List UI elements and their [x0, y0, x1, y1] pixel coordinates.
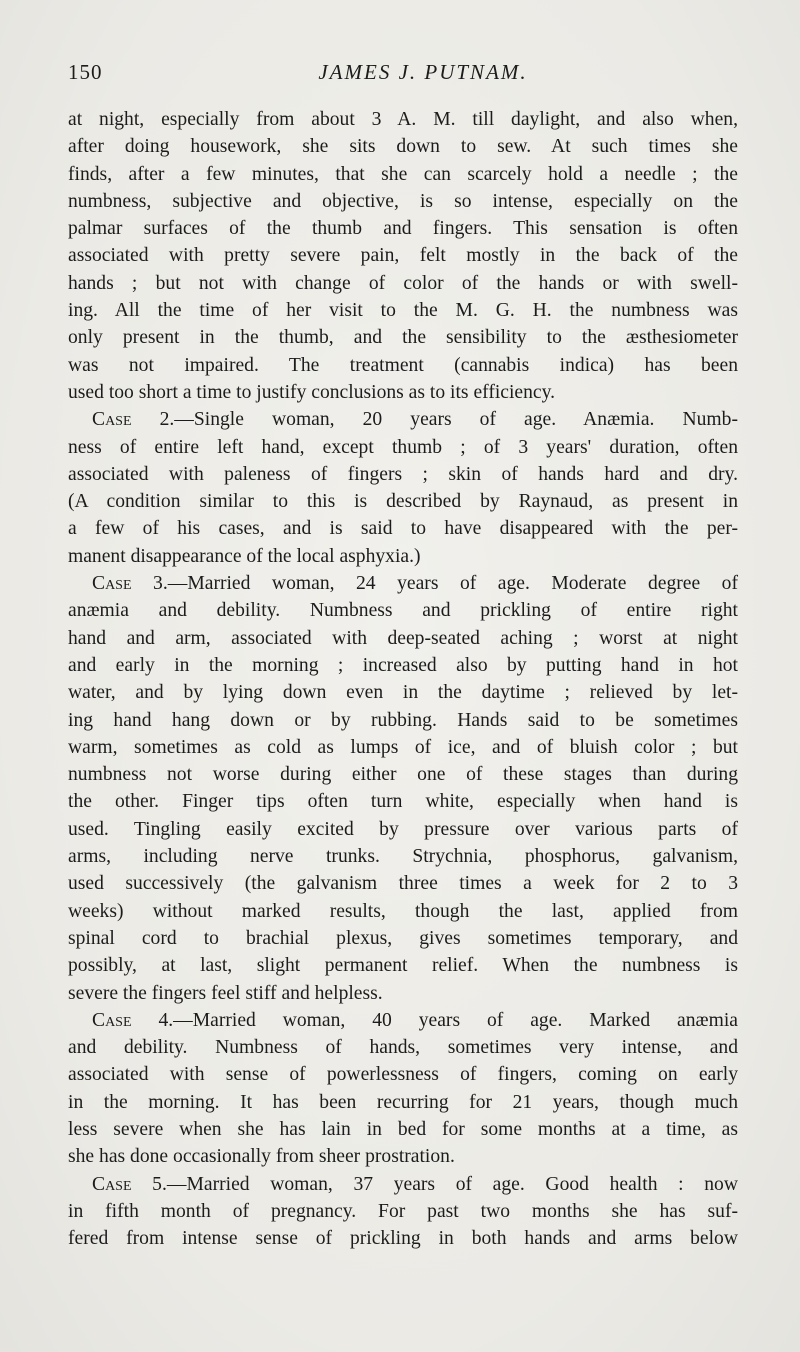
page-header: [68, 60, 738, 90]
text-line: numbness not worse during either one of these stages than during: [68, 764, 738, 786]
text-line: severe the fingers feel stiff and helpless.: [68, 982, 383, 1004]
text-line: associated with paleness of fingers ; skin of hands hard and dry.: [68, 463, 738, 485]
text-line: ness of entire left hand, except thumb ; of 3 years' duration, often: [68, 436, 738, 458]
text-line: arms, including nerve trunks. Strychnia, phosphorus, galvanism,: [68, 846, 738, 868]
text-line: hands ; but not with change of color of the hands or with swell-: [68, 272, 738, 294]
text-line: Case 4.—Married woman, 40 years of age. Marked anæmia: [92, 1009, 738, 1031]
text-line: finds, after a few minutes, that she can scarcely hold a needle ; the: [68, 163, 738, 185]
text-line: fered from intense sense of prickling in both hands and arms below: [68, 1228, 738, 1250]
text-line: warm, sometimes as cold as lumps of ice, and of bluish color ; but: [68, 736, 738, 758]
page-number: 150: [68, 60, 103, 84]
text-line: (A condition similar to this is described by Raynaud, as present in: [68, 491, 738, 513]
text-line: in the morning. It has been recurring for 21 years, though much: [68, 1091, 738, 1113]
text-line: palmar surfaces of the thumb and fingers. This sensation is often: [68, 218, 738, 240]
text-line: Case 5.—Married woman, 37 years of age. Good health : now: [92, 1173, 738, 1195]
text-line: she has done occasionally from sheer prostration.: [68, 1146, 455, 1168]
text-line: in fifth month of pregnancy. For past two months she has suf-: [68, 1200, 738, 1222]
text-line: was not impaired. The treatment (cannabis indica) has been: [68, 354, 738, 376]
text-line: used. Tingling easily excited by pressure over various parts of: [68, 818, 738, 840]
text-line: at night, especially from about 3 A. M. till daylight, and also when,: [68, 109, 738, 130]
text-line: used too short a time to justify conclusions as to its efficiency.: [68, 381, 556, 403]
text-line: hand and arm, associated with deep-seated aching ; worst at night: [68, 627, 738, 649]
text-line: used successively (the galvanism three times a week for 2 to 3: [68, 873, 738, 895]
text-line: after doing housework, she sits down to sew. At such times she: [68, 136, 738, 158]
text-line: only present in the thumb, and the sensibility to the æsthesiometer: [68, 327, 738, 349]
text-line: ing. All the time of her visit to the M. G. H. the numbness was: [68, 300, 738, 322]
text-line: Case 3.—Married woman, 24 years of age. Moderate degree of: [92, 573, 738, 595]
text-line: less severe when she has lain in bed for some months at a time, as: [68, 1118, 738, 1140]
text-line: the other. Finger tips often turn white, especially when hand is: [68, 791, 738, 813]
text-line: Case 2.—Single woman, 20 years of age. Anæmia. Numb-: [92, 409, 738, 431]
text-line: a few of his cases, and is said to have disappeared with the per-: [68, 518, 738, 540]
text-line: manent disappearance of the local asphyxia.): [68, 545, 421, 567]
text-line: associated with sense of powerlessness of fingers, coming on early: [68, 1064, 738, 1086]
text-line: water, and by lying down even in the daytime ; relieved by let-: [68, 682, 738, 704]
text-line: spinal cord to brachial plexus, gives sometimes temporary, and: [68, 927, 738, 949]
text-line: possibly, at last, slight permanent relief. When the numbness is: [68, 955, 738, 977]
running-head: JAMES J. PUTNAM.: [318, 60, 528, 84]
text-line: associated with pretty severe pain, felt mostly in the back of the: [68, 245, 738, 267]
body-text: [68, 106, 738, 1252]
text-line: and debility. Numbness of hands, sometimes very intense, and: [68, 1037, 738, 1059]
text-line: and early in the morning ; increased also by putting hand in hot: [68, 654, 738, 676]
text-line: anæmia and debility. Numbness and prickling of entire right: [68, 600, 738, 622]
text-line: weeks) without marked results, though the last, applied from: [68, 900, 738, 922]
text-line: ing hand hang down or by rubbing. Hands said to be sometimes: [68, 709, 738, 731]
text-line: numbness, subjective and objective, is so intense, especially on the: [68, 190, 738, 212]
